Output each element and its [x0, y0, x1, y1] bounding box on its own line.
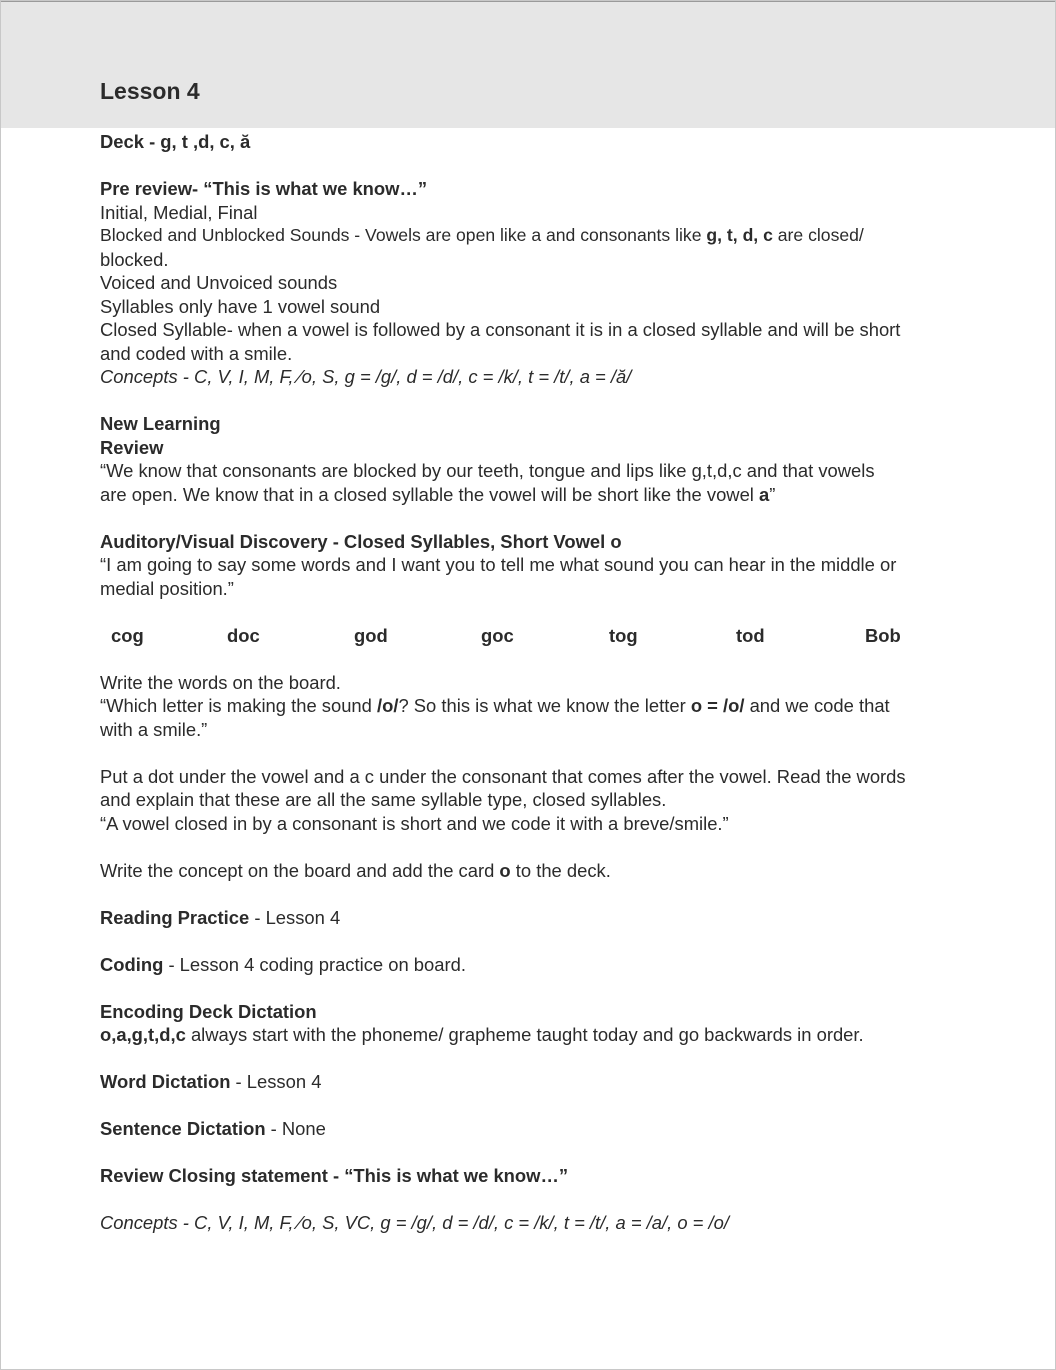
instruction-line: “A vowel closed in by a consonant is short and we code it with a breve/smile.”	[100, 812, 729, 834]
word-item: doc	[227, 624, 260, 646]
coding-line: Coding - Lesson 4 coding practice on board.	[100, 953, 466, 975]
word-item: goc	[481, 624, 514, 646]
review-line: “We know that consonants are blocked by our teeth, tongue and lips like g,t,d,c and that vowels	[100, 460, 875, 481]
instruction-line: and explain that these are all the same syllable type, closed syllables.	[100, 789, 667, 810]
word-item: Bob	[865, 624, 901, 646]
word-dictation-line: Word Dictation - Lesson 4	[100, 1071, 322, 1092]
instruction-line: with a smile.”	[100, 718, 208, 740]
closed-syllable-line: Closed Syllable- when a vowel is followed by a consonant it is in a closed syllable and will be short	[100, 319, 901, 340]
instruction-line: Write the concept on the board and add the card o to the deck.	[100, 859, 611, 881]
blocked-sounds-cont: blocked.	[100, 248, 169, 270]
word-item: cog	[111, 624, 144, 646]
lesson-content	[100, 130, 970, 1235]
review-heading: Review	[100, 436, 164, 458]
closed-syllable-cont: and coded with a smile.	[100, 342, 293, 364]
blocked-sounds-line: Blocked and Unblocked Sounds - Vowels are open like a and consonants like g, t, d, c are closed/	[100, 225, 864, 245]
pre-review-line: Syllables only have 1 vowel sound	[100, 295, 381, 317]
closing-heading: Review Closing statement - “This is what we know…”	[100, 1165, 569, 1186]
encoding-line: o,a,g,t,d,c always start with the phoneme/ grapheme taught today and go backwards in order.	[100, 1024, 864, 1045]
pre-review-line: Initial, Medial, Final	[100, 201, 258, 223]
page-title: Lesson 4	[100, 78, 200, 104]
deck-line	[100, 130, 970, 154]
discovery-line: medial position.”	[100, 577, 234, 599]
word-item: tod	[736, 624, 765, 646]
header-band	[1, 1, 1055, 128]
reading-practice-line: Reading Practice - Lesson 4	[100, 906, 341, 928]
instruction-line: Write the words on the board.	[100, 671, 341, 693]
sentence-dictation-line: Sentence Dictation - None	[100, 1118, 326, 1139]
pre-review-heading: Pre review- “This is what we know…”	[100, 178, 428, 199]
encoding-heading: Encoding Deck Dictation	[100, 1000, 317, 1022]
deck-text: Deck - g, t ,d, c, ă	[100, 131, 251, 152]
discovery-line: “I am going to say some words and I want you to tell me what sound you can hear in the middle or	[100, 554, 897, 575]
concepts-line: Concepts - C, V, I, M, F, ⁄o, S, g = /g/, d = /d/, c = /k/, t = /t/, a = /ă/	[100, 366, 632, 387]
final-concepts-line: Concepts - C, V, I, M, F, ⁄o, S, VC, g = /g/, d = /d/, c = /k/, t = /t/, a = /a/, o = /o/	[100, 1212, 729, 1233]
pre-review-line: Voiced and Unvoiced sounds	[100, 272, 338, 293]
new-learning-heading: New Learning	[100, 413, 221, 434]
instruction-line: “Which letter is making the sound /o/? So this is what we know the letter o = /o/ and we code that	[100, 695, 890, 716]
discovery-heading: Auditory/Visual Discovery - Closed Syllables, Short Vowel o	[100, 530, 622, 552]
word-item: tog	[609, 624, 638, 646]
word-item: god	[354, 624, 388, 646]
instruction-line: Put a dot under the vowel and a c under the consonant that comes after the vowel. Read the words	[100, 765, 906, 787]
review-line: are open. We know that in a closed syllable the vowel will be short like the vowel a”	[100, 483, 776, 505]
word-list	[100, 624, 970, 648]
